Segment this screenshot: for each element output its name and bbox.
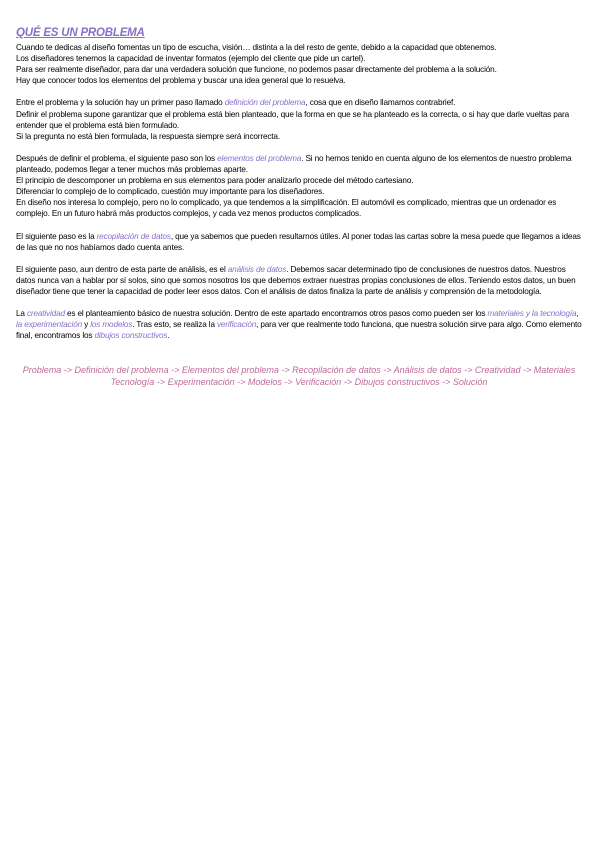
paragraph: Definir el problema supone garantizar que el problema está bien planteado, que la forma en que se ha planteado es la correcta, o si hay que darle vueltas para entender que el problema está bien formulado. (16, 109, 569, 130)
paragraph: Diferenciar lo complejo de lo complicado, cuestión muy importante para los diseñadores. (16, 187, 325, 197)
paragraph: Después de definir el problema, el siguiente paso son los elementos del problema. Si no hemos tenido en cuenta alguno de los elementos de nuestro problema planteado, podemos llegar a tener muchos más problemas aparte. (16, 153, 572, 175)
term-analisis: análisis de datos (227, 264, 287, 274)
paragraph: El siguiente paso es la recopilación de datos, que ya sabemos que pueden resultarnos útiles. Al poner todas las cartas sobre la mesa puede que llegamos a ideas de las que no nos habíamos dado cuenta antes. (16, 231, 581, 252)
spacer (16, 220, 582, 231)
term-dibujos: dibujos constructivos (94, 331, 168, 341)
paragraph: Hay que conocer todos los elementos del problema y buscar una idea general que lo resuelva. (16, 76, 346, 86)
document-body (16, 27, 582, 389)
term-recopilacion: recopilación de datos (96, 231, 171, 241)
term-verificacion: verificación (216, 320, 257, 330)
paragraph: Los diseñadores tenemos la capacidad de inventar formatos (ejemplo del cliente que pide un cartel). (16, 54, 366, 64)
spacer (16, 86, 582, 97)
page-title: QUÉ ES UN PROBLEMA (16, 27, 145, 39)
paragraph: El principio de descomponer un problema en sus elementos para poder analizarlo procede del método cartesiano. (16, 176, 414, 186)
paragraph: Entre el problema y la solución hay un primer paso llamado definición del problema, cosa que en diseño llamamos contrabrief. (16, 98, 456, 108)
spacer (16, 142, 582, 153)
spacer (16, 253, 582, 264)
paragraph: Cuando te dedicas al diseño fomentas un tipo de escucha, visión… distinta a la del resto de gente, debido a la capacidad que obtenemos. (16, 43, 497, 52)
spacer (16, 297, 582, 308)
term-experimentacion: la experimentación (16, 320, 83, 330)
paragraph: El siguiente paso, aun dentro de esta parte de análisis, es el análisis de datos. Debemos sacar determinado tipo de conclusiones de nuestros datos. Nuestros datos nunca van a hablar por sí solos, sino que somos nosotros los que debemos extraer nuestras propias conclusiones de ellos. Teniendo estos datos, un buen diseñador tiene que tener la capacidad de poder leer esos datos. Con el análisis de datos finaliza la parte de análisis y comprensión de la metodología. (16, 264, 576, 297)
term-definicion: definición del problema (224, 98, 306, 108)
paragraph: Para ser realmente diseñador, para dar una verdadera solución que funcione, no podemos pasar directamente del problema a la solución. (16, 65, 497, 75)
paragraph: En diseño nos interesa lo complejo, pero no lo complicado, ya que tendemos a la simplificación. El automóvil es complicado, mientras que un ordenador es complejo. En un futuro habrá más productos complejos, y cada vez menos productos complicados. (16, 198, 557, 219)
term-elementos: elementos del problema (217, 153, 302, 163)
term-creatividad: creatividad (26, 309, 65, 319)
process-flow: Problema -> Definición del problema -> Elementos del problema -> Recopilación de datos -> Análisis de datos -> Creatividad -> Materiales Tecnología -> Experimentación -> Modelos -> Verificación -> Dibujos constructivos -> Solución (22, 364, 576, 388)
paragraph: La creatividad es el planteamiento básico de nuestra solución. Dentro de este apartado encontramos otros pasos como pueden ser los materiales y la tecnología, la experimentación y los modelos. Tras esto, se realiza la verificación, para ver que realmente todo funciona, que nuestra solución sirve para algo. Como elemento final, encontramos los dibujos constructivos. (16, 309, 582, 341)
term-materiales: materiales y la tecnología (487, 309, 577, 319)
paragraph: Si la pregunta no está bien formulada, la respuesta siempre será incorrecta. (16, 131, 280, 141)
term-modelos: los modelos (90, 320, 133, 330)
